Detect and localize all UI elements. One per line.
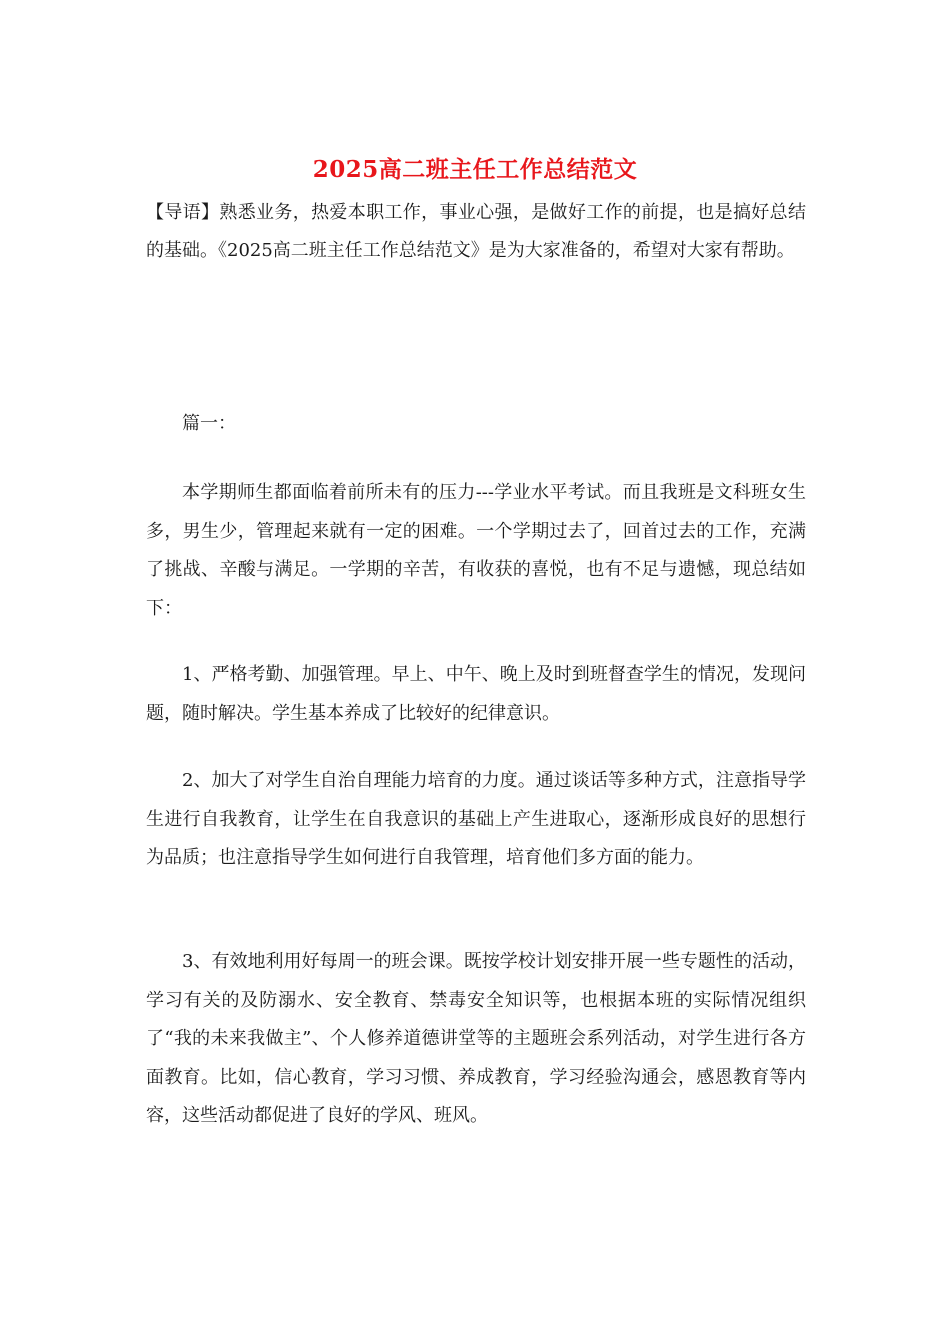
body-paragraph: 2、加大了对学生自治自理能力培育的力度。通过谈话等多种方式，注意指导学生进行自我教育，让学生在自我意识的基础上产生进取心，逐渐形成良好的思想行为品质；也注意指导学生如何进行自我管理，培育他们多方面的能力。 [146, 770, 806, 868]
lead-paragraph: 【导语】熟悉业务，热爱本职工作，事业心强，是做好工作的前提，也是搞好总结的基础。《2025高二班主任工作总结范文》是为大家准备的，希望对大家有帮助。 [146, 202, 806, 261]
document-title: 2025高二班主任工作总结范文 [312, 156, 638, 183]
body-paragraph: 本学期师生都面临着前所未有的压力---学业水平考试。而且我班是文科班女生多，男生少，管理起来就有一定的困难。一个学期过去了，回首过去的工作，充满了挑战、辛酸与满足。一学期的辛苦，有收获的喜悦，也有不足与遗憾，现总结如下： [146, 482, 806, 619]
section-heading: 篇一： [182, 413, 236, 434]
body-paragraph: 3、有效地利用好每周一的班会课。既按学校计划安排开展一些专题性的活动，学习有关的及防溺水、安全教育、禁毒安全知识等，也根据本班的实际情况组织了“我的未来我做主”、个人修养道德讲堂等的主题班会系列活动，对学生进行各方面教育。比如，信心教育，学习习惯、养成教育，学习经验沟通会，感恩教育等内容，这些活动都促进了良好的学风、班风。 [146, 951, 806, 1126]
body-paragraph: 1、严格考勤、加强管理。早上、中午、晚上及时到班督查学生的情况，发现问题，随时解决。学生基本养成了比较好的纪律意识。 [146, 664, 806, 724]
